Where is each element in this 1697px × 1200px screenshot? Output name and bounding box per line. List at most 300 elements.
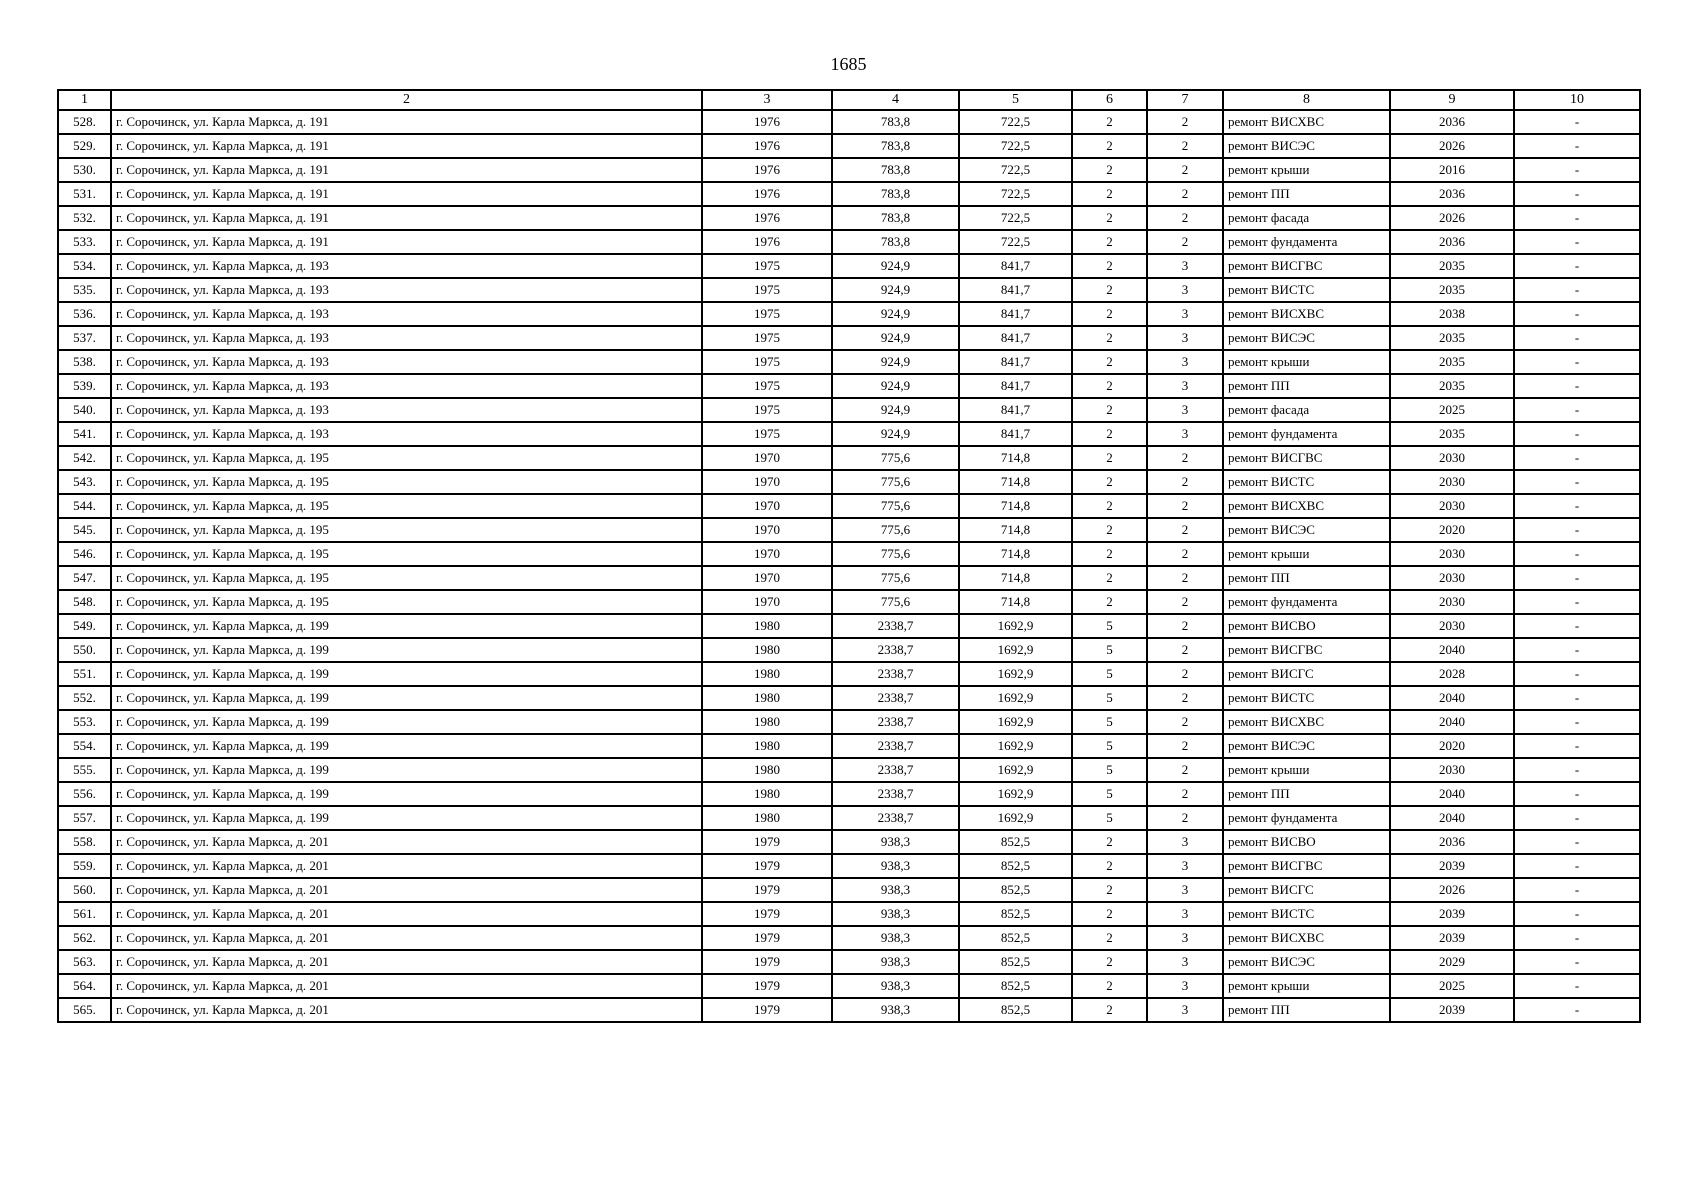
cell-entrances: 3	[1147, 998, 1223, 1022]
cell-total-area: 775,6	[832, 446, 959, 470]
cell-work-type: ремонт ВИСГС	[1223, 878, 1390, 902]
cell-floors: 2	[1072, 350, 1147, 374]
cell-total-area: 775,6	[832, 566, 959, 590]
cell-build-year: 1970	[702, 446, 832, 470]
cell-planned-year: 2040	[1390, 806, 1514, 830]
cell-entrances: 3	[1147, 350, 1223, 374]
cell-build-year: 1975	[702, 422, 832, 446]
cell-floors: 2	[1072, 158, 1147, 182]
cell-address: г. Сорочинск, ул. Карла Маркса, д. 195	[111, 518, 702, 542]
cell-living-area: 1692,9	[959, 614, 1072, 638]
cell-total-area: 938,3	[832, 902, 959, 926]
cell-living-area: 714,8	[959, 470, 1072, 494]
cell-living-area: 1692,9	[959, 758, 1072, 782]
cell-row-number: 559.	[58, 854, 111, 878]
cell-planned-year: 2026	[1390, 206, 1514, 230]
cell-build-year: 1979	[702, 950, 832, 974]
cell-total-area: 783,8	[832, 206, 959, 230]
cell-row-number: 544.	[58, 494, 111, 518]
cell-row-number: 562.	[58, 926, 111, 950]
cell-note: -	[1514, 542, 1640, 566]
cell-planned-year: 2025	[1390, 398, 1514, 422]
cell-address: г. Сорочинск, ул. Карла Маркса, д. 193	[111, 254, 702, 278]
cell-work-type: ремонт ПП	[1223, 374, 1390, 398]
cell-build-year: 1975	[702, 302, 832, 326]
cell-work-type: ремонт ВИСХВС	[1223, 710, 1390, 734]
column-header: 2	[111, 90, 702, 110]
cell-build-year: 1976	[702, 230, 832, 254]
cell-row-number: 530.	[58, 158, 111, 182]
cell-build-year: 1975	[702, 398, 832, 422]
cell-note: -	[1514, 206, 1640, 230]
cell-total-area: 775,6	[832, 590, 959, 614]
cell-work-type: ремонт ВИСВО	[1223, 830, 1390, 854]
cell-row-number: 558.	[58, 830, 111, 854]
cell-work-type: ремонт фундамента	[1223, 230, 1390, 254]
cell-planned-year: 2030	[1390, 566, 1514, 590]
cell-living-area: 852,5	[959, 974, 1072, 998]
cell-floors: 5	[1072, 806, 1147, 830]
cell-build-year: 1979	[702, 926, 832, 950]
cell-note: -	[1514, 830, 1640, 854]
cell-planned-year: 2029	[1390, 950, 1514, 974]
cell-address: г. Сорочинск, ул. Карла Маркса, д. 195	[111, 566, 702, 590]
cell-address: г. Сорочинск, ул. Карла Маркса, д. 193	[111, 350, 702, 374]
cell-work-type: ремонт ВИСЭС	[1223, 734, 1390, 758]
cell-row-number: 535.	[58, 278, 111, 302]
cell-note: -	[1514, 686, 1640, 710]
cell-work-type: ремонт крыши	[1223, 758, 1390, 782]
cell-address: г. Сорочинск, ул. Карла Маркса, д. 191	[111, 110, 702, 134]
column-header: 4	[832, 90, 959, 110]
table-row	[58, 950, 1640, 974]
cell-note: -	[1514, 446, 1640, 470]
cell-floors: 5	[1072, 710, 1147, 734]
cell-note: -	[1514, 158, 1640, 182]
table-row	[58, 854, 1640, 878]
cell-floors: 2	[1072, 302, 1147, 326]
cell-planned-year: 2040	[1390, 710, 1514, 734]
cell-living-area: 1692,9	[959, 734, 1072, 758]
cell-work-type: ремонт ВИСХВС	[1223, 926, 1390, 950]
cell-build-year: 1980	[702, 638, 832, 662]
cell-work-type: ремонт ПП	[1223, 782, 1390, 806]
cell-note: -	[1514, 854, 1640, 878]
cell-floors: 2	[1072, 446, 1147, 470]
cell-note: -	[1514, 422, 1640, 446]
cell-work-type: ремонт крыши	[1223, 974, 1390, 998]
table-row	[58, 422, 1640, 446]
cell-address: г. Сорочинск, ул. Карла Маркса, д. 199	[111, 686, 702, 710]
cell-address: г. Сорочинск, ул. Карла Маркса, д. 193	[111, 422, 702, 446]
cell-note: -	[1514, 614, 1640, 638]
cell-build-year: 1976	[702, 182, 832, 206]
cell-planned-year: 2036	[1390, 110, 1514, 134]
cell-note: -	[1514, 638, 1640, 662]
cell-build-year: 1980	[702, 686, 832, 710]
cell-build-year: 1976	[702, 158, 832, 182]
cell-entrances: 2	[1147, 494, 1223, 518]
cell-total-area: 924,9	[832, 422, 959, 446]
cell-planned-year: 2030	[1390, 542, 1514, 566]
cell-entrances: 2	[1147, 710, 1223, 734]
cell-entrances: 3	[1147, 254, 1223, 278]
cell-note: -	[1514, 398, 1640, 422]
cell-entrances: 2	[1147, 734, 1223, 758]
cell-entrances: 2	[1147, 662, 1223, 686]
cell-living-area: 722,5	[959, 110, 1072, 134]
cell-address: г. Сорочинск, ул. Карла Маркса, д. 195	[111, 470, 702, 494]
cell-total-area: 938,3	[832, 950, 959, 974]
cell-total-area: 775,6	[832, 494, 959, 518]
cell-row-number: 528.	[58, 110, 111, 134]
cell-row-number: 555.	[58, 758, 111, 782]
cell-planned-year: 2039	[1390, 998, 1514, 1022]
cell-total-area: 2338,7	[832, 806, 959, 830]
cell-total-area: 938,3	[832, 854, 959, 878]
cell-living-area: 714,8	[959, 494, 1072, 518]
table-row	[58, 350, 1640, 374]
cell-address: г. Сорочинск, ул. Карла Маркса, д. 195	[111, 590, 702, 614]
cell-living-area: 1692,9	[959, 710, 1072, 734]
cell-living-area: 1692,9	[959, 638, 1072, 662]
cell-work-type: ремонт ПП	[1223, 182, 1390, 206]
cell-note: -	[1514, 902, 1640, 926]
cell-entrances: 3	[1147, 950, 1223, 974]
cell-living-area: 841,7	[959, 398, 1072, 422]
cell-planned-year: 2016	[1390, 158, 1514, 182]
cell-build-year: 1980	[702, 614, 832, 638]
cell-living-area: 714,8	[959, 518, 1072, 542]
cell-note: -	[1514, 278, 1640, 302]
cell-entrances: 2	[1147, 110, 1223, 134]
cell-work-type: ремонт фундамента	[1223, 806, 1390, 830]
cell-build-year: 1975	[702, 374, 832, 398]
cell-build-year: 1970	[702, 542, 832, 566]
cell-total-area: 783,8	[832, 134, 959, 158]
cell-entrances: 3	[1147, 302, 1223, 326]
cell-note: -	[1514, 230, 1640, 254]
cell-work-type: ремонт фундамента	[1223, 590, 1390, 614]
cell-floors: 2	[1072, 926, 1147, 950]
table-body	[58, 110, 1640, 1022]
cell-work-type: ремонт крыши	[1223, 542, 1390, 566]
cell-planned-year: 2036	[1390, 230, 1514, 254]
cell-address: г. Сорочинск, ул. Карла Маркса, д. 193	[111, 278, 702, 302]
cell-build-year: 1975	[702, 326, 832, 350]
cell-work-type: ремонт ВИСЭС	[1223, 134, 1390, 158]
cell-note: -	[1514, 374, 1640, 398]
cell-address: г. Сорочинск, ул. Карла Маркса, д. 193	[111, 374, 702, 398]
column-header: 1	[58, 90, 111, 110]
cell-planned-year: 2030	[1390, 590, 1514, 614]
cell-address: г. Сорочинск, ул. Карла Маркса, д. 193	[111, 398, 702, 422]
cell-living-area: 852,5	[959, 950, 1072, 974]
cell-entrances: 2	[1147, 446, 1223, 470]
cell-total-area: 938,3	[832, 998, 959, 1022]
table-row	[58, 590, 1640, 614]
cell-planned-year: 2035	[1390, 374, 1514, 398]
cell-entrances: 2	[1147, 806, 1223, 830]
cell-floors: 2	[1072, 230, 1147, 254]
cell-floors: 5	[1072, 782, 1147, 806]
cell-living-area: 841,7	[959, 254, 1072, 278]
cell-row-number: 565.	[58, 998, 111, 1022]
cell-total-area: 938,3	[832, 878, 959, 902]
cell-row-number: 537.	[58, 326, 111, 350]
cell-living-area: 714,8	[959, 566, 1072, 590]
table-row	[58, 638, 1640, 662]
cell-work-type: ремонт ВИСТС	[1223, 278, 1390, 302]
cell-address: г. Сорочинск, ул. Карла Маркса, д. 191	[111, 158, 702, 182]
cell-living-area: 714,8	[959, 446, 1072, 470]
cell-note: -	[1514, 950, 1640, 974]
cell-planned-year: 2030	[1390, 494, 1514, 518]
cell-total-area: 924,9	[832, 326, 959, 350]
cell-build-year: 1980	[702, 734, 832, 758]
cell-address: г. Сорочинск, ул. Карла Маркса, д. 199	[111, 662, 702, 686]
cell-row-number: 564.	[58, 974, 111, 998]
cell-note: -	[1514, 326, 1640, 350]
table-row	[58, 974, 1640, 998]
cell-total-area: 938,3	[832, 974, 959, 998]
cell-row-number: 557.	[58, 806, 111, 830]
cell-total-area: 783,8	[832, 182, 959, 206]
cell-planned-year: 2030	[1390, 470, 1514, 494]
cell-note: -	[1514, 806, 1640, 830]
cell-living-area: 722,5	[959, 134, 1072, 158]
cell-entrances: 2	[1147, 542, 1223, 566]
cell-entrances: 3	[1147, 422, 1223, 446]
cell-build-year: 1976	[702, 134, 832, 158]
cell-work-type: ремонт ВИСТС	[1223, 470, 1390, 494]
cell-build-year: 1980	[702, 782, 832, 806]
cell-note: -	[1514, 566, 1640, 590]
cell-floors: 2	[1072, 542, 1147, 566]
cell-row-number: 541.	[58, 422, 111, 446]
cell-entrances: 2	[1147, 614, 1223, 638]
cell-living-area: 852,5	[959, 830, 1072, 854]
table-row	[58, 230, 1640, 254]
cell-entrances: 2	[1147, 182, 1223, 206]
cell-planned-year: 2040	[1390, 638, 1514, 662]
cell-work-type: ремонт ВИСЭС	[1223, 950, 1390, 974]
cell-note: -	[1514, 110, 1640, 134]
cell-living-area: 1692,9	[959, 686, 1072, 710]
cell-address: г. Сорочинск, ул. Карла Маркса, д. 195	[111, 494, 702, 518]
cell-living-area: 1692,9	[959, 662, 1072, 686]
cell-planned-year: 2036	[1390, 182, 1514, 206]
cell-build-year: 1980	[702, 662, 832, 686]
cell-address: г. Сорочинск, ул. Карла Маркса, д. 195	[111, 542, 702, 566]
cell-floors: 2	[1072, 494, 1147, 518]
cell-total-area: 2338,7	[832, 710, 959, 734]
cell-planned-year: 2030	[1390, 446, 1514, 470]
cell-total-area: 2338,7	[832, 686, 959, 710]
column-header: 10	[1514, 90, 1640, 110]
cell-floors: 5	[1072, 758, 1147, 782]
cell-row-number: 551.	[58, 662, 111, 686]
cell-address: г. Сорочинск, ул. Карла Маркса, д. 201	[111, 950, 702, 974]
cell-row-number: 548.	[58, 590, 111, 614]
cell-floors: 5	[1072, 686, 1147, 710]
cell-total-area: 783,8	[832, 230, 959, 254]
cell-floors: 2	[1072, 422, 1147, 446]
cell-entrances: 2	[1147, 230, 1223, 254]
table-row	[58, 782, 1640, 806]
cell-floors: 2	[1072, 470, 1147, 494]
cell-living-area: 841,7	[959, 374, 1072, 398]
cell-build-year: 1976	[702, 206, 832, 230]
cell-living-area: 841,7	[959, 302, 1072, 326]
cell-note: -	[1514, 302, 1640, 326]
cell-work-type: ремонт фундамента	[1223, 422, 1390, 446]
cell-address: г. Сорочинск, ул. Карла Маркса, д. 201	[111, 902, 702, 926]
table-row	[58, 158, 1640, 182]
cell-entrances: 2	[1147, 158, 1223, 182]
table-row	[58, 518, 1640, 542]
cell-address: г. Сорочинск, ул. Карла Маркса, д. 201	[111, 830, 702, 854]
cell-floors: 5	[1072, 638, 1147, 662]
cell-note: -	[1514, 134, 1640, 158]
cell-planned-year: 2038	[1390, 302, 1514, 326]
cell-living-area: 841,7	[959, 350, 1072, 374]
cell-note: -	[1514, 662, 1640, 686]
cell-note: -	[1514, 878, 1640, 902]
cell-living-area: 714,8	[959, 542, 1072, 566]
cell-planned-year: 2030	[1390, 614, 1514, 638]
cell-planned-year: 2039	[1390, 926, 1514, 950]
table-row	[58, 302, 1640, 326]
table-row	[58, 806, 1640, 830]
cell-planned-year: 2035	[1390, 350, 1514, 374]
cell-planned-year: 2040	[1390, 782, 1514, 806]
table-row	[58, 110, 1640, 134]
cell-entrances: 3	[1147, 278, 1223, 302]
cell-note: -	[1514, 926, 1640, 950]
cell-planned-year: 2035	[1390, 326, 1514, 350]
cell-row-number: 543.	[58, 470, 111, 494]
cell-floors: 2	[1072, 278, 1147, 302]
cell-floors: 2	[1072, 518, 1147, 542]
cell-living-area: 852,5	[959, 878, 1072, 902]
cell-living-area: 852,5	[959, 926, 1072, 950]
cell-note: -	[1514, 254, 1640, 278]
cell-work-type: ремонт ВИСГВС	[1223, 446, 1390, 470]
cell-planned-year: 2020	[1390, 518, 1514, 542]
cell-living-area: 841,7	[959, 278, 1072, 302]
cell-row-number: 552.	[58, 686, 111, 710]
cell-planned-year: 2030	[1390, 758, 1514, 782]
cell-total-area: 2338,7	[832, 614, 959, 638]
cell-living-area: 1692,9	[959, 782, 1072, 806]
cell-planned-year: 2036	[1390, 830, 1514, 854]
cell-build-year: 1980	[702, 806, 832, 830]
cell-address: г. Сорочинск, ул. Карла Маркса, д. 199	[111, 806, 702, 830]
cell-row-number: 534.	[58, 254, 111, 278]
cell-address: г. Сорочинск, ул. Карла Маркса, д. 199	[111, 758, 702, 782]
cell-note: -	[1514, 494, 1640, 518]
cell-note: -	[1514, 758, 1640, 782]
cell-living-area: 841,7	[959, 326, 1072, 350]
cell-work-type: ремонт ВИСХВС	[1223, 494, 1390, 518]
cell-floors: 2	[1072, 326, 1147, 350]
table-row	[58, 710, 1640, 734]
cell-address: г. Сорочинск, ул. Карла Маркса, д. 195	[111, 446, 702, 470]
cell-build-year: 1979	[702, 902, 832, 926]
cell-total-area: 2338,7	[832, 638, 959, 662]
column-header: 5	[959, 90, 1072, 110]
cell-floors: 2	[1072, 878, 1147, 902]
cell-living-area: 722,5	[959, 182, 1072, 206]
cell-living-area: 722,5	[959, 230, 1072, 254]
cell-living-area: 1692,9	[959, 806, 1072, 830]
cell-row-number: 536.	[58, 302, 111, 326]
cell-total-area: 2338,7	[832, 758, 959, 782]
cell-row-number: 561.	[58, 902, 111, 926]
cell-row-number: 554.	[58, 734, 111, 758]
cell-build-year: 1970	[702, 470, 832, 494]
table-row	[58, 182, 1640, 206]
cell-entrances: 3	[1147, 926, 1223, 950]
cell-entrances: 3	[1147, 374, 1223, 398]
cell-planned-year: 2040	[1390, 686, 1514, 710]
page-number: 1685	[830, 54, 867, 74]
cell-build-year: 1980	[702, 710, 832, 734]
cell-row-number: 546.	[58, 542, 111, 566]
column-header: 7	[1147, 90, 1223, 110]
cell-note: -	[1514, 590, 1640, 614]
table-row	[58, 830, 1640, 854]
column-header: 6	[1072, 90, 1147, 110]
cell-work-type: ремонт фасада	[1223, 206, 1390, 230]
cell-entrances: 3	[1147, 326, 1223, 350]
cell-floors: 5	[1072, 662, 1147, 686]
cell-note: -	[1514, 974, 1640, 998]
cell-row-number: 533.	[58, 230, 111, 254]
cell-note: -	[1514, 710, 1640, 734]
cell-floors: 2	[1072, 206, 1147, 230]
cell-build-year: 1979	[702, 854, 832, 878]
cell-build-year: 1976	[702, 110, 832, 134]
cell-row-number: 560.	[58, 878, 111, 902]
cell-planned-year: 2025	[1390, 974, 1514, 998]
cell-address: г. Сорочинск, ул. Карла Маркса, д. 191	[111, 206, 702, 230]
cell-work-type: ремонт ПП	[1223, 998, 1390, 1022]
cell-build-year: 1980	[702, 758, 832, 782]
cell-entrances: 2	[1147, 566, 1223, 590]
cell-row-number: 539.	[58, 374, 111, 398]
cell-floors: 2	[1072, 902, 1147, 926]
cell-row-number: 553.	[58, 710, 111, 734]
cell-living-area: 852,5	[959, 902, 1072, 926]
cell-work-type: ремонт ВИСВО	[1223, 614, 1390, 638]
cell-total-area: 775,6	[832, 518, 959, 542]
cell-living-area: 841,7	[959, 422, 1072, 446]
cell-row-number: 542.	[58, 446, 111, 470]
cell-row-number: 563.	[58, 950, 111, 974]
table-row	[58, 254, 1640, 278]
cell-total-area: 2338,7	[832, 734, 959, 758]
cell-planned-year: 2020	[1390, 734, 1514, 758]
cell-entrances: 2	[1147, 518, 1223, 542]
cell-entrances: 2	[1147, 470, 1223, 494]
cell-address: г. Сорочинск, ул. Карла Маркса, д. 199	[111, 638, 702, 662]
cell-planned-year: 2039	[1390, 902, 1514, 926]
cell-build-year: 1979	[702, 998, 832, 1022]
cell-note: -	[1514, 782, 1640, 806]
table-row	[58, 878, 1640, 902]
